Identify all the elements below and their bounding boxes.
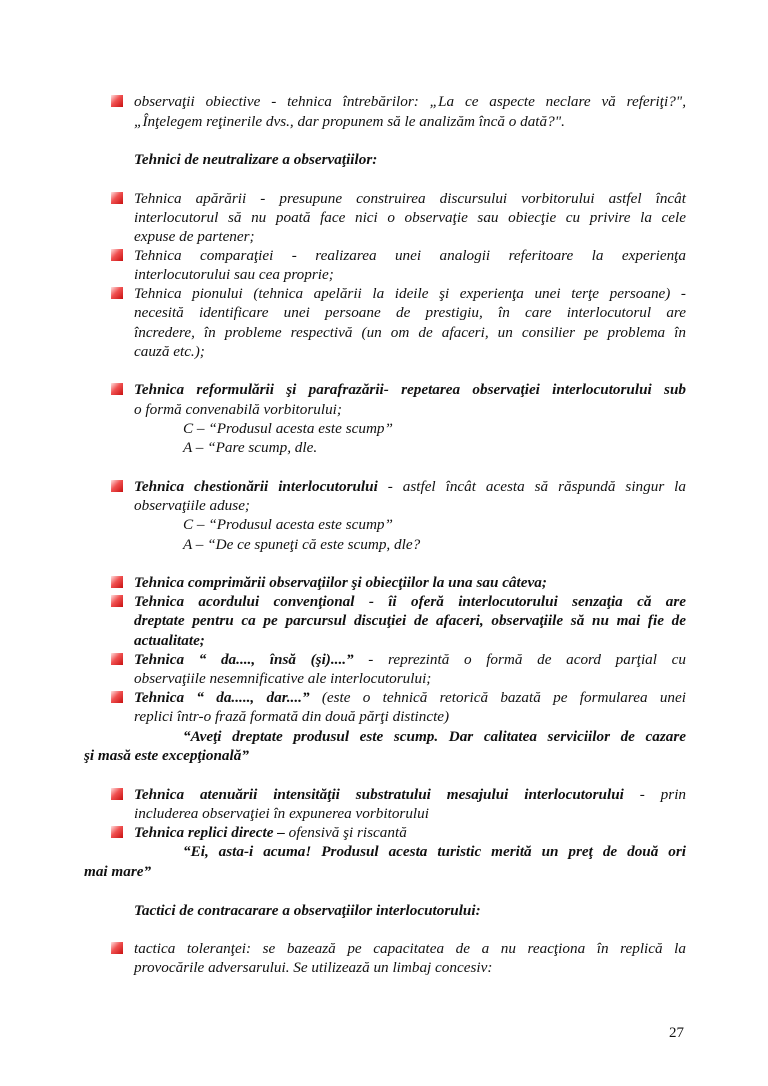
paragraph-line (134, 477, 686, 496)
paragraph-line (134, 823, 407, 842)
quote-line: “Ei, asta-i acuma! Produsul acesta turistic merită un preţ de două ori (183, 843, 686, 860)
dialogue-line: C – “Produsul acesta este scump” (183, 516, 393, 533)
dialogue-line: A – “Pare scump, dle. (183, 439, 318, 456)
paragraph-line: provocările adversarului. Se utilizează un limbaj concesiv: (134, 959, 493, 976)
section-heading: Tactici de contracarare a observaţiilor interlocutorului: (134, 902, 481, 919)
paragraph-line: includerea observaţiei în expunerea vorbitorului (134, 805, 429, 822)
bullet-icon (111, 480, 123, 492)
term: Tehnica “ da....., dar....” (134, 689, 310, 706)
bullet-icon (111, 287, 123, 299)
paragraph-line: o formă convenabilă vorbitorului; (134, 401, 342, 418)
paragraph-line: Tehnica reformulării şi parafrazării- repetarea observaţiei interlocutorului sub (134, 381, 686, 398)
paragraph-line: Tehnica acordului convenţional - îi oferă interlocutorului senzaţia că are (134, 593, 686, 610)
paragraph-line: interlocutorul să nu poată face nici o observaţie sau obiecţie cu privire la cele (134, 209, 686, 226)
term-description: - astfel încât acesta să răspundă singur la (377, 478, 686, 495)
bullet-icon (111, 95, 123, 107)
bullet-icon (111, 788, 123, 800)
paragraph-line: actualitate; (134, 632, 205, 649)
paragraph-line: tactica toleranţei: se bazează pe capacitatea de a nu reacţiona în replică la (134, 940, 686, 957)
term: Tehnica atenuării intensităţii substratului mesajului interlocutorului (134, 786, 624, 803)
paragraph-line: Tehnica comprimării observaţiilor şi obiecţiilor la una sau câteva; (134, 574, 547, 591)
dialogue-line: C – “Produsul acesta este scump” (183, 420, 393, 437)
paragraph-line: Tehnica apărării - presupune construirea discursului vorbitorului astfel încât (134, 190, 686, 207)
paragraph-line: replici într-o frază formată din două părţi distincte) (134, 708, 450, 725)
paragraph-line (134, 785, 686, 804)
term-description: ofensivă şi riscantă (284, 824, 407, 841)
term-description: - prin (623, 786, 687, 803)
bullet-icon (111, 942, 123, 954)
bullet-icon (111, 192, 123, 204)
term-description: (este o tehnică retorică bazată pe formularea unei (309, 689, 686, 706)
paragraph-line: necesită identificare unei persoane de prestigiu, în care interlocutorul are (134, 304, 686, 321)
bullet-icon (111, 383, 123, 395)
page-number: 27 (669, 1025, 684, 1041)
paragraph-line: observaţii obiective - tehnica întrebărilor: „La ce aspecte neclare vă referiţi?", (134, 93, 686, 110)
bullet-icon (111, 691, 123, 703)
quote-line: “Aveţi dreptate produsul este scump. Dar calitatea serviciilor de cazare (183, 728, 686, 745)
paragraph-line: cauză etc.); (134, 343, 205, 360)
paragraph-line: observaţiile aduse; (134, 497, 250, 514)
paragraph-line: Tehnica pionului (tehnica apelării la ideile şi experienţa unei terţe persoane) - (134, 285, 686, 302)
quote-line: mai mare” (84, 863, 152, 880)
term: Tehnica chestionării interlocutorului (134, 478, 378, 495)
paragraph-line: interlocutorului sau cea proprie; (134, 266, 334, 283)
paragraph-line (134, 688, 686, 707)
paragraph-line: „Înţelegem reţinerile dvs., dar propunem să le analizăm încă o dată?". (134, 113, 565, 130)
bullet-icon (111, 576, 123, 588)
paragraph-line: Tehnica comparaţiei - realizarea unei analogii referitoare la experienţa (134, 247, 686, 264)
bullet-icon (111, 653, 123, 665)
bullet-icon (111, 595, 123, 607)
paragraph-line: încredere, în probleme respectivă (un om de afaceri, un consilier pe problema în (134, 324, 686, 341)
section-heading: Tehnici de neutralizare a observaţiilor: (134, 151, 378, 168)
quote-line: şi masă este excepţională” (84, 747, 249, 764)
term: Tehnica replici directe – (134, 824, 285, 841)
paragraph-line: observaţiile nesemnificative ale interlocutorului; (134, 670, 432, 687)
term: Tehnica “ da...., însă (şi)....” (134, 651, 354, 668)
paragraph-line (134, 650, 686, 669)
paragraph-line: expuse de partener; (134, 228, 255, 245)
term-description: - reprezintă o formă de acord parţial cu (353, 651, 686, 668)
paragraph-line: dreptate pentru ca pe parcursul discuţiei de afaceri, observaţiile să nu mai fie de (134, 612, 686, 629)
bullet-icon (111, 826, 123, 838)
dialogue-line: A – “De ce spuneţi că este scump, dle? (183, 536, 421, 553)
bullet-icon (111, 249, 123, 261)
